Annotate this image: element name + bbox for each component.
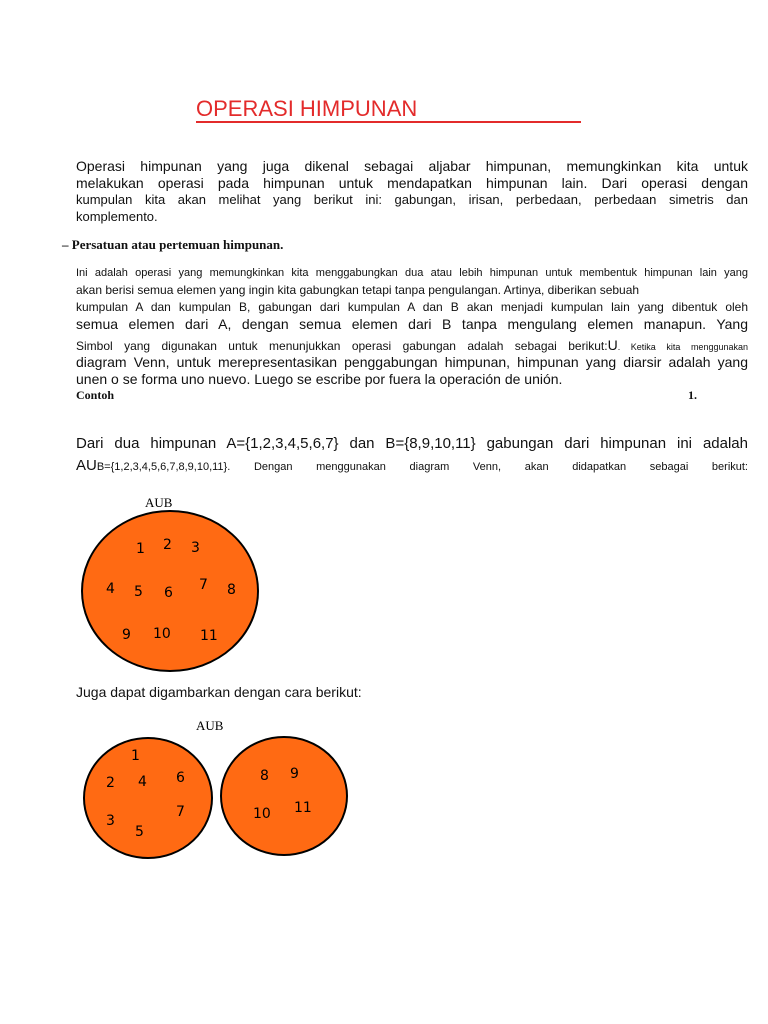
intro-line-2: melakukan operasi pada himpunan untuk mendapatkan himpunan lain. Dari operasi dengan — [76, 175, 748, 191]
example-label: Contoh — [76, 388, 115, 402]
diagram-2-right-number: 10 — [253, 806, 271, 822]
title-underline — [196, 121, 581, 123]
diagram-1-number: 11 — [200, 628, 218, 644]
body-line-3: kumpulan A dan kumpulan B, gabungan dari kumpulan A dan B akan menjadi kumpulan lain yang dibentuk oleh — [76, 300, 748, 314]
venn-circle-b — [221, 737, 347, 855]
diagram-2-left-number: 2 — [106, 775, 115, 791]
intro-line-1: Operasi himpunan yang juga dikenal sebagai aljabar himpunan, memungkinkan kita untuk — [76, 158, 748, 174]
body-line-6: diagram Venn, untuk merepresentasikan penggabungan himpunan, himpunan yang diarsir adalah yang — [76, 354, 748, 370]
diagram-1-number: 9 — [122, 627, 131, 643]
diagram-2-left-number: 7 — [176, 804, 185, 820]
diagram-2-right-number: 8 — [260, 768, 269, 784]
diagram-1-number: 10 — [153, 626, 171, 642]
example-line-1: Dari dua himpunan A={1,2,3,4,5,6,7} dan B={8,9,10,11} gabungan dari himpunan ini adalah — [76, 435, 748, 452]
example-line-2 — [76, 457, 748, 476]
diagram-1-number: 4 — [106, 581, 115, 597]
heading-text: Persatuan atau pertemuan himpunan. — [71, 237, 284, 252]
section-heading — [62, 237, 283, 253]
also-text: Juga dapat digambarkan dengan cara berikut: — [76, 684, 362, 700]
venn-diagram-1 — [0, 485, 300, 685]
diagram-2-right-number: 11 — [294, 800, 312, 816]
body-line-1: Ini adalah operasi yang memungkinkan kita menggabungkan dua atau lebih himpunan untuk membentuk himpunan lain yang — [76, 267, 748, 279]
venn-circle-a — [84, 738, 212, 858]
diagram-1-number: 8 — [227, 582, 236, 598]
body-line-2: akan berisi semua elemen yang ingin kita gabungkan tetapi tanpa pengulangan. Artinya, diberikan sebuah — [76, 283, 640, 297]
body-line-5-tail: . Ketika kita menggunakan — [617, 342, 748, 352]
diagram-1-label: AUB — [145, 495, 173, 510]
diagram-1-number: 7 — [199, 577, 208, 593]
union-symbol: U — [607, 337, 618, 353]
example-union-symbol: AU — [76, 457, 97, 474]
diagram-1-number: 2 — [163, 537, 172, 553]
diagram-2-label: AUB — [196, 718, 224, 733]
diagram-2-left-number: 4 — [138, 774, 147, 790]
venn-diagram-2 — [0, 712, 380, 872]
body-line-4: semua elemen dari A, dengan semua elemen dari B tanpa mengulang elemen manapun. Yang — [76, 316, 748, 332]
example-line-2-text: B={1,2,3,4,5,6,7,8,9,10,11}. Dengan menggunakan diagram Venn, akan didapatkan sebagai berikut: — [96, 461, 748, 473]
diagram-2-left-number: 1 — [131, 748, 140, 764]
body-line-7: unen o se forma uno nuevo. Luego se escribe por fuera la operación de unión. — [76, 371, 563, 387]
body-line-5 — [76, 337, 748, 355]
example-number: 1. — [688, 388, 697, 402]
diagram-2-left-number: 5 — [135, 824, 144, 840]
diagram-1-number: 1 — [136, 541, 145, 557]
diagram-1-number: 5 — [134, 584, 143, 600]
page-title: OPERASI HIMPUNAN — [196, 96, 418, 121]
diagram-2-right-number: 9 — [290, 766, 299, 782]
diagram-2-left-number: 3 — [106, 813, 115, 829]
intro-line-3: kumpulan kita akan melihat yang berikut ini: gabungan, irisan, perbedaan, perbedaan simetris dan — [76, 192, 748, 207]
intro-line-4: komplemento. — [76, 209, 158, 224]
body-line-5-text: Simbol yang digunakan untuk menunjukkan operasi gabungan adalah sebagai berikut: — [76, 339, 608, 353]
heading-bullet: – — [62, 237, 69, 252]
diagram-1-number: 6 — [164, 585, 173, 601]
diagram-2-left-number: 6 — [176, 770, 185, 786]
diagram-1-number: 3 — [191, 540, 200, 556]
